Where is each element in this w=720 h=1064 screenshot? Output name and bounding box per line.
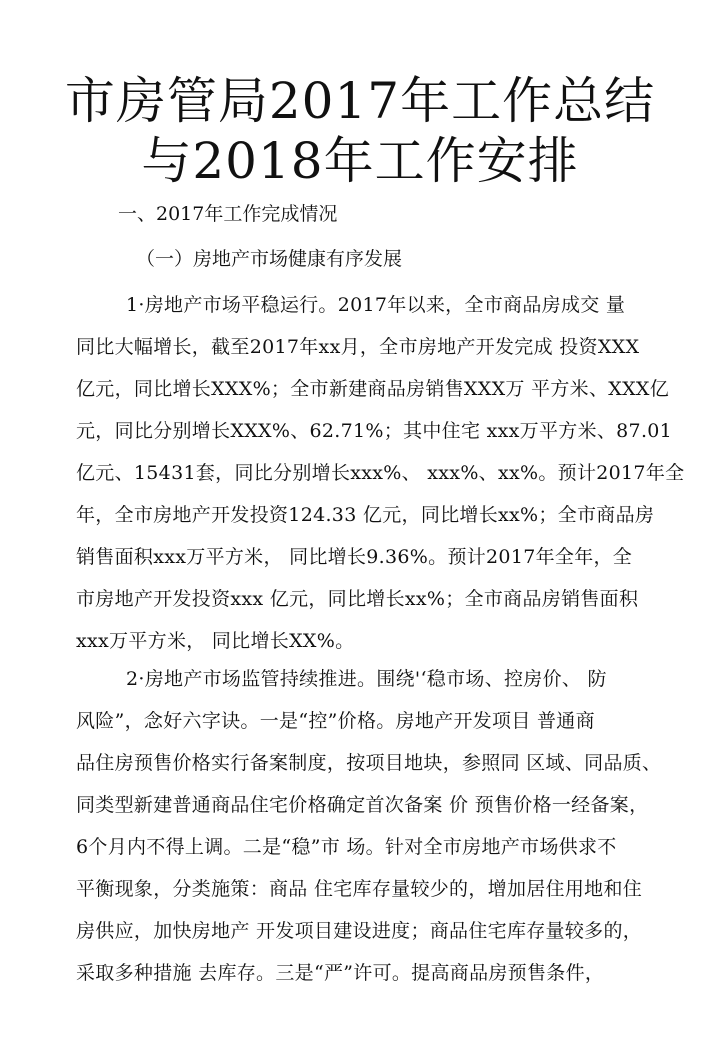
- paragraph-line: 风险”，念好六字诀。一是“控”价格。房地产开发项目 普通商: [76, 710, 595, 732]
- paragraph-line: 1·房地产市场平稳运行。2017年以来，全市商品房成交 量: [126, 294, 626, 316]
- paragraph-line: 房供应，加快房地产 开发项目建设进度；商品住宅库存量较多的，: [76, 920, 643, 942]
- paragraph-line: 元，同比分别增长XXX%、62.71%；其中住宅 xxx万平方米、87.01: [76, 420, 673, 442]
- paragraph-line: 亿元、15431套，同比分别增长xxx%、 xxx%、xx%。预计2017年全: [76, 462, 685, 484]
- paragraph-line: 平衡现象，分类施策：商品 住宅库存量较少的，增加居住用地和住: [76, 878, 643, 900]
- paragraph-line: 同比大幅增长，截至2017年xx月，全市房地产开发完成 投资XXX: [76, 336, 640, 358]
- section-heading: 一、2017年工作完成情况: [118, 203, 338, 225]
- paragraph-market-stable: [76, 284, 685, 662]
- document-title-line-1: 市房管局2017年工作总结: [64, 72, 656, 130]
- paragraph-line: 品住房预售价格实行备案制度，按项目地块，参照同 区域、同品质、: [76, 752, 662, 774]
- paragraph-line: 2·房地产市场监管持续推进。围绕'‘稳市场、控房价、 防: [126, 668, 607, 690]
- paragraph-line: 销售面积xxx万平方米， 同比增长9.36%。预计2017年全年，全: [76, 546, 633, 568]
- paragraph-line: 采取多种措施 去库存。三是“严”许可。提高商品房预售条件，: [76, 962, 605, 984]
- paragraph-line: 市房地产开发投资xxx 亿元，同比增长xx%；全市商品房销售面积: [76, 588, 639, 610]
- subsection-heading: （一）房地产市场健康有序发展: [136, 248, 403, 270]
- paragraph-line: 同类型新建普通商品住宅价格确定首次备案 价 预售价格一经备案，: [76, 794, 649, 816]
- paragraph-market-supervision: [76, 658, 662, 994]
- paragraph-line: 年，全市房地产开发投资124.33 亿元，同比增长xx%；全市商品房: [76, 504, 655, 526]
- document-title-line-2: 与2018年工作安排: [141, 132, 579, 190]
- paragraph-line: 亿元，同比增长XXX%；全市新建商品房销售XXX万 平方米、XXX亿: [76, 378, 670, 400]
- paragraph-line: 6个月内不得上调。二是“稳”市 场。针对全市房地产市场供求不: [76, 836, 617, 858]
- paragraph-line: xxx万平方米， 同比增长XX%。: [76, 630, 355, 652]
